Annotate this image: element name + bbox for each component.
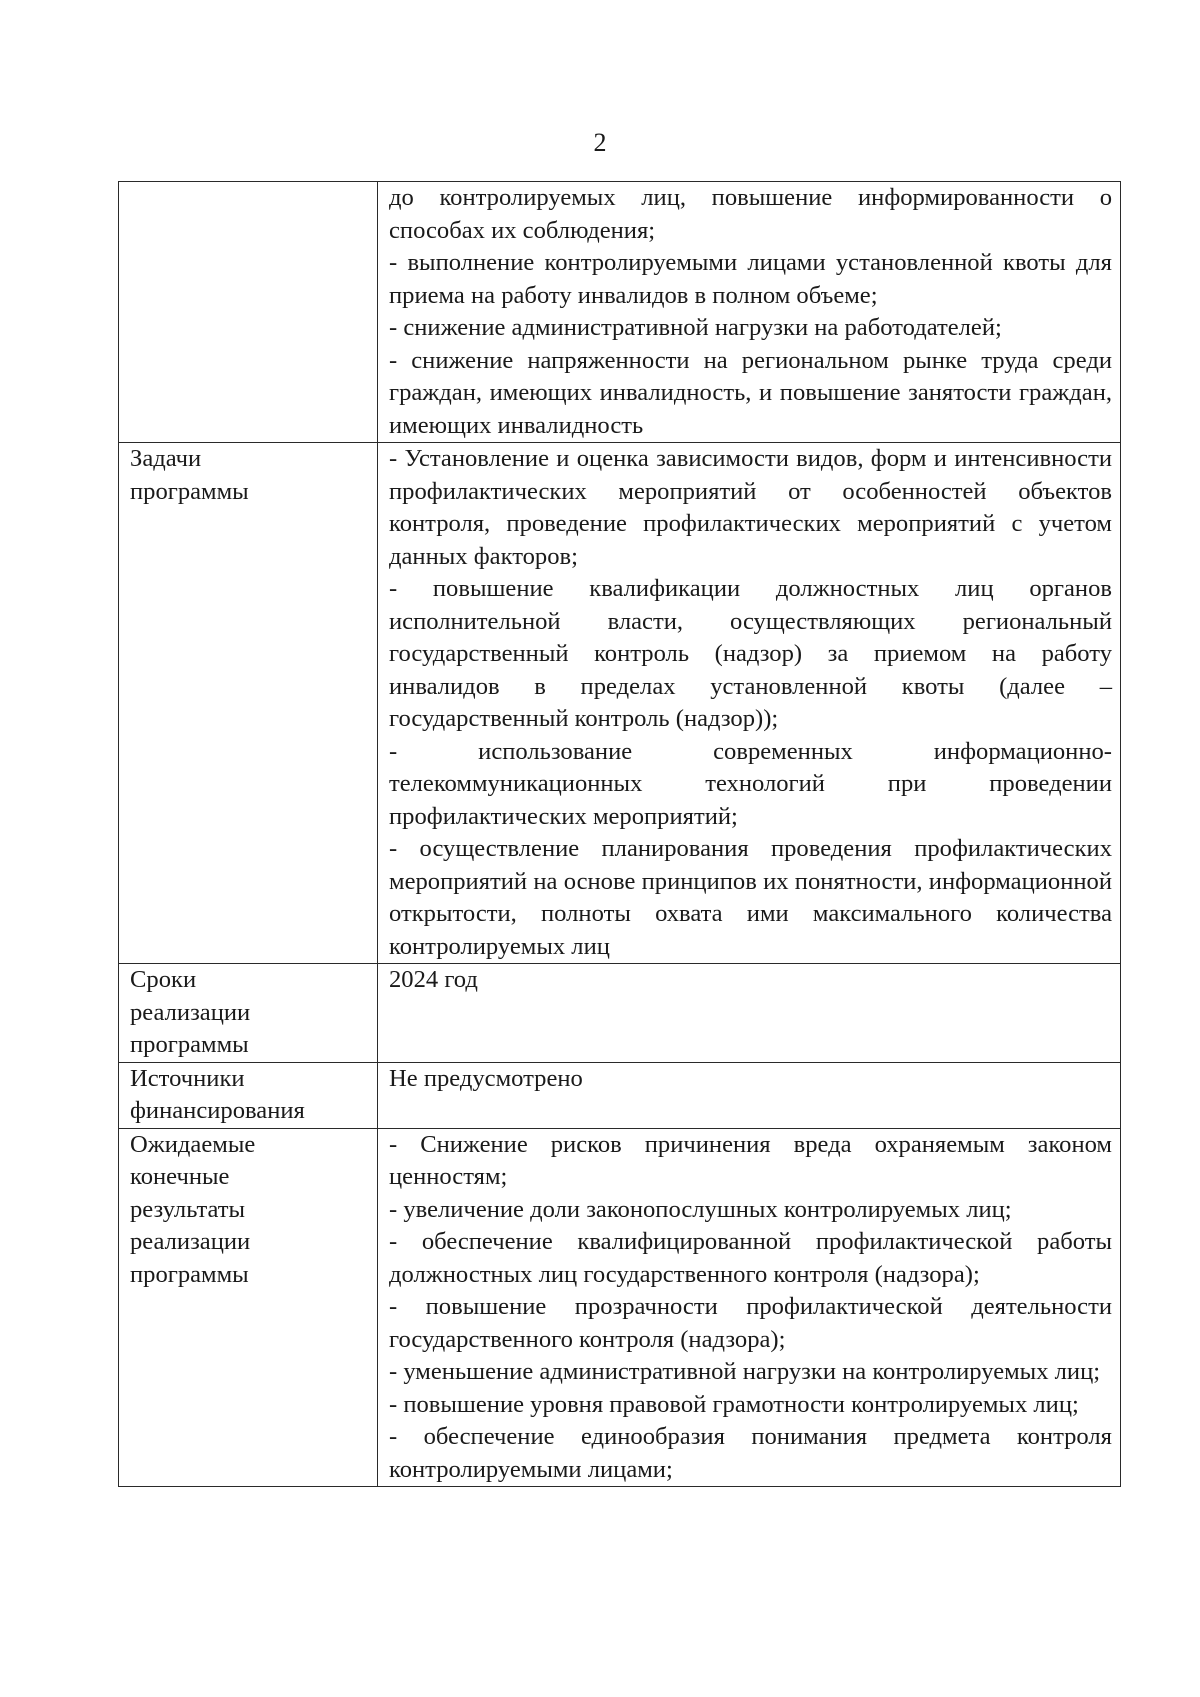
label-line: Источники xyxy=(130,1064,245,1092)
list-item: - Установление и оценка зависимости видов, форм и интенсивности профилактических мероприятий от особенностей объектов контроля, проведение профилактических мероприятий с учетом данных факторов; xyxy=(389,445,1112,570)
list-item: - обеспечение единообразия понимания предмета контроля контролируемыми лицами; xyxy=(389,1423,1112,1483)
row-label-timeframe xyxy=(119,964,378,1063)
list-item: Не предусмотрено xyxy=(389,1064,583,1092)
row-content-timeframe xyxy=(378,964,1121,1063)
label-line: программы xyxy=(130,477,249,505)
list-item: 2024 год xyxy=(389,966,478,993)
table-row-funding xyxy=(119,1062,1121,1128)
label-line: конечные xyxy=(130,1163,230,1190)
row-label-empty xyxy=(119,182,378,443)
row-content-tasks xyxy=(378,443,1121,964)
list-item: - снижение напряженности на региональном рынке труда среди граждан, имеющих инвалидность, и повышение занятости граждан, имеющих инвалидность xyxy=(389,346,1112,439)
label-line: реализации xyxy=(130,998,251,1026)
program-passport-table xyxy=(118,181,1121,1487)
list-item: - снижение административной нагрузки на работодателей; xyxy=(389,314,1002,341)
list-item: - повышение квалификации должностных лиц органов исполнительной власти, осуществляющих региональный государственный контроль (надзор) за приемом на работу инвалидов в пределах установленной квоты (далее – государственный контроль (надзор)); xyxy=(389,575,1112,732)
list-item: - обеспечение квалифицированной профилактической работы должностных лиц государственного контроля (надзора); xyxy=(389,1228,1112,1288)
list-item: - использование современных информационно-телекоммуникационных технологий при проведении профилактических мероприятий; xyxy=(389,737,1112,830)
table-row-goals-continuation xyxy=(119,182,1121,443)
label-line: Ожидаемые xyxy=(130,1130,256,1158)
label-line: Сроки xyxy=(130,966,197,993)
label-line: Задачи xyxy=(130,445,202,472)
label-line: реализации xyxy=(130,1228,251,1255)
list-item: - уменьшение административной нагрузки на контролируемых лиц; xyxy=(389,1358,1101,1385)
list-item: - выполнение контролируемыми лицами установленной квоты для приема на работу инвалидов в полном объеме; xyxy=(389,249,1112,309)
list-item: до контролируемых лиц, повышение информированности о способах их соблюдения; xyxy=(389,184,1112,244)
row-content-goals-continuation xyxy=(378,182,1121,443)
label-line: программы xyxy=(130,1260,249,1288)
row-label-funding xyxy=(119,1062,378,1128)
label-line: программы xyxy=(130,1031,249,1058)
table-row-tasks xyxy=(119,443,1121,964)
row-label-tasks xyxy=(119,443,378,964)
row-content-expected-results xyxy=(378,1128,1121,1487)
list-item: - осуществление планирования проведения профилактических мероприятий на основе принципов их понятности, информационной открытости, полноты охвата ими максимального количества контролируемых лиц xyxy=(389,835,1112,960)
list-item: - Снижение рисков причинения вреда охраняемым законом ценностям; xyxy=(389,1130,1112,1190)
list-item: - повышение прозрачности профилактической деятельности государственного контроля (надзора); xyxy=(389,1293,1112,1353)
row-label-expected-results xyxy=(119,1128,378,1487)
table-row-expected-results xyxy=(119,1128,1121,1487)
list-item: - повышение уровня правовой грамотности контролируемых лиц; xyxy=(389,1390,1079,1418)
table-row-timeframe xyxy=(119,964,1121,1063)
list-item: - увеличение доли законопослушных контролируемых лиц; xyxy=(389,1195,1012,1223)
row-content-funding xyxy=(378,1062,1121,1128)
label-line: финансирования xyxy=(130,1097,305,1124)
page-number: 2 xyxy=(593,128,607,157)
label-line: результаты xyxy=(130,1195,246,1223)
